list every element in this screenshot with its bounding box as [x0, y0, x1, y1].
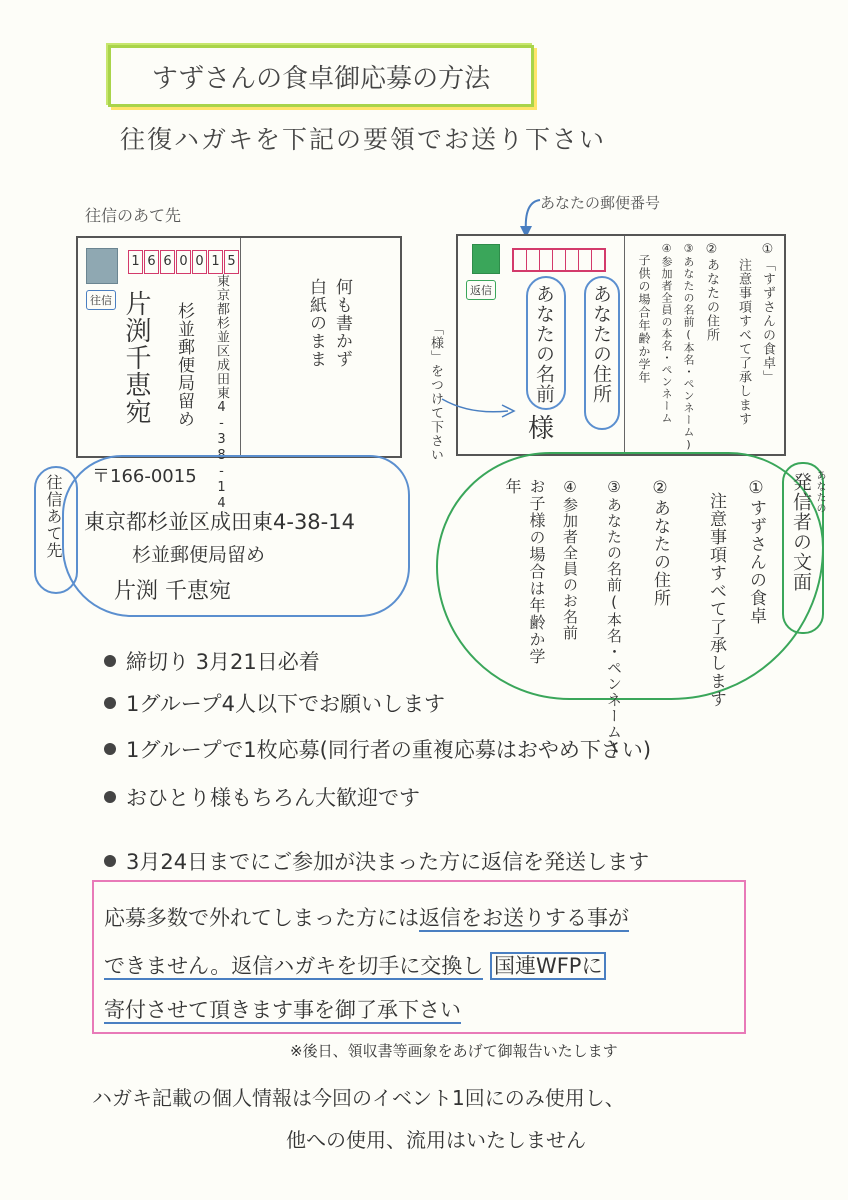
outgoing-name: 片渕千恵宛: [121, 290, 151, 425]
zip-digit: 1: [208, 250, 223, 274]
bullet-deadline: [104, 646, 320, 676]
outgoing-address: 東京都杉並区成田東4-38-14: [214, 274, 229, 512]
address-text: 東京都杉並区成田東4-38-14: [84, 510, 355, 534]
return-item-6: 子供の場合年齢か学年: [637, 254, 651, 384]
refund-line-2b: 返信ハガキを切手に交換し: [231, 954, 484, 978]
outgoing-zip: [128, 250, 240, 274]
bullet-icon: [104, 697, 116, 709]
bullet-icon: [104, 791, 116, 803]
zip-digit: 0: [176, 250, 191, 274]
refund-line-1: [104, 902, 629, 932]
bullet-solo: [104, 782, 420, 812]
zip-digit: 1: [128, 250, 143, 274]
card-divider: [624, 236, 625, 454]
address-zip: 〒166-0015: [92, 466, 197, 487]
card-divider: [240, 238, 241, 456]
bullet-icon: [104, 743, 116, 755]
privacy-line-2: 他への使用、流用はいたしません: [286, 1128, 586, 1152]
address-side-label: 往信あて先: [44, 474, 63, 559]
bullet-icon: [104, 655, 116, 667]
stamp-icon: [472, 244, 500, 274]
refund-line-1b: 返信をお送りする事が: [419, 906, 629, 930]
return-zip-label: あなたの郵便番号: [540, 194, 661, 212]
page-title-box: [108, 45, 534, 107]
sender-side-label: 発信者の文面: [790, 472, 812, 592]
subtitle: 往復ハガキを下記の要領でお送り下さい: [120, 125, 607, 154]
return-item-4: ③あなたの名前(本名・ペンネーム): [682, 242, 695, 452]
return-item-3: ②あなたの住所: [704, 242, 719, 342]
outgoing-office: 杉並郵便局留め: [174, 302, 194, 428]
sender-item-3: ②あなたの住所: [650, 478, 670, 607]
bullet-text: 1グループで1枚応募(同行者の重複応募はおやめ下さい): [126, 738, 652, 762]
sama-note: 「様」をつけて下さい: [428, 322, 443, 462]
outgoing-postcard: [76, 236, 402, 512]
bullet-group-size: [104, 688, 445, 718]
zip-digit: 6: [144, 250, 159, 274]
address-name: 片渕 千恵宛: [114, 579, 231, 604]
sender-item-2: 注意事項すべて了承します: [706, 492, 726, 708]
bullet-one-per-group: [104, 734, 651, 764]
bullet-text: おひとり様もちろん大歓迎です: [126, 786, 420, 810]
return-sama: 様: [528, 414, 555, 444]
zip-digit: 0: [192, 250, 207, 274]
refund-line-3-text: 寄付させて頂きます事を御了承下さい: [104, 998, 461, 1022]
return-address: あなたの住所: [590, 284, 612, 404]
sender-item-4: ③あなたの名前(本名・ペンネーム): [605, 478, 623, 759]
arrow-right-icon: [440, 395, 520, 425]
bullet-icon: [104, 855, 116, 867]
stamp-icon: [86, 248, 118, 284]
return-zip-boxes: [512, 248, 606, 272]
privacy-line-1: ハガキ記載の個人情報は今回のイベント1回にのみ使用し、: [92, 1086, 625, 1110]
sender-item-5: ④参加者全員のお名前: [561, 478, 579, 641]
return-item-5: ④参加者全員の本名・ペンネーム: [660, 242, 673, 424]
address-office: 杉並郵便局留め: [132, 544, 266, 566]
bullet-text: 締切り 3月21日必着: [126, 650, 320, 674]
outgoing-note-1: 何も書かず: [332, 278, 352, 368]
return-tag: 返信: [466, 280, 496, 300]
sender-item-6: お子様の場合は年齢か学年: [503, 478, 546, 665]
refund-line-2a: できません。: [104, 954, 232, 978]
outgoing-tag: 往信: [86, 290, 116, 310]
outgoing-note-2: 白紙のまま: [306, 278, 326, 368]
bullet-notice: [104, 846, 649, 876]
footnote: ※後日、領収書等画象をあげて御報告いたします: [290, 1042, 618, 1060]
zip-digit: 6: [160, 250, 175, 274]
bullet-text: 3月24日までにご参加が決まった方に返信を発送します: [126, 850, 650, 874]
zip-digit: 5: [224, 250, 239, 274]
refund-line-1a: 応募多数で外れてしまった方には: [104, 906, 419, 930]
sender-item-1: ①すずさんの食卓: [746, 478, 766, 625]
return-name: あなたの名前: [533, 284, 555, 404]
refund-line-2: [104, 950, 606, 980]
refund-line-2c: 国連WFPに: [490, 952, 607, 980]
page-title: すずさんの食卓御応募の方法: [151, 63, 491, 94]
outgoing-label: 往信のあて先: [85, 206, 182, 225]
refund-line-3: [104, 994, 461, 1024]
return-item-1: ①「すずさんの食卓」: [760, 242, 775, 384]
sender-side-label-small: あなたの: [814, 470, 825, 514]
bullet-text: 1グループ4人以下でお願いします: [126, 692, 446, 716]
return-item-2: 注意事項すべて了承します: [736, 258, 751, 426]
